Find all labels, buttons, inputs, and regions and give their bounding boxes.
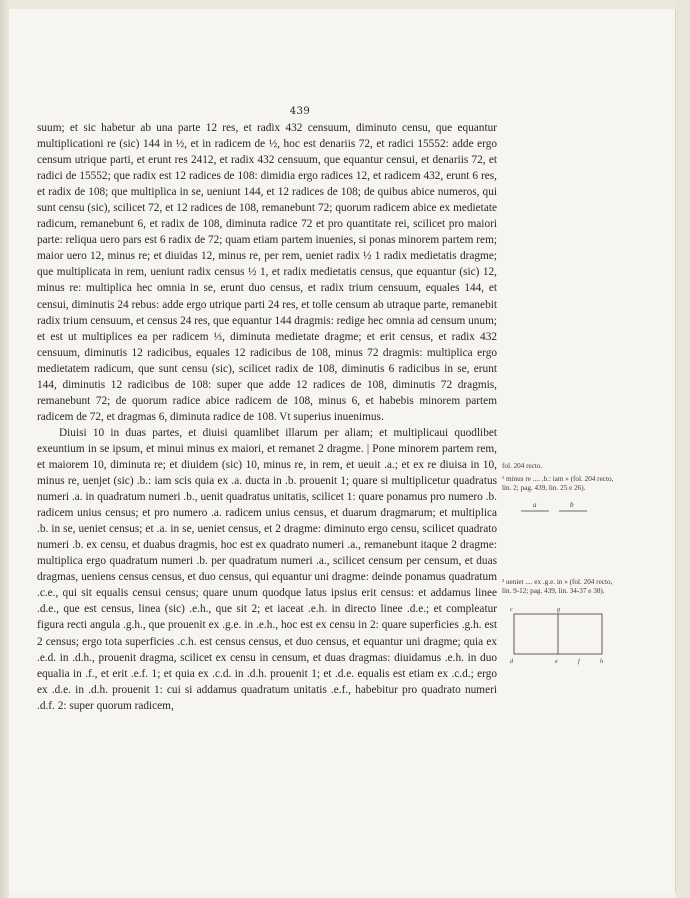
fig2-label-h: h	[600, 659, 603, 665]
figure-rectangle	[508, 604, 610, 666]
fig2-label-d: d	[510, 659, 513, 665]
fig1-label-b: b	[570, 501, 574, 509]
fig2-label-f: f	[578, 659, 580, 665]
main-text	[37, 120, 497, 714]
paragraph-1: suum; et sic habetur ab una parte 12 res, et radix 432 censuum, diminuto censu, que equantur multiplicationi re (sic) 144 in ½, et in radicem de ½, hoc est denariis 72, et radici 15552: adde ergo censum utrique parti, et erunt res 2412, et radix 432 censuum, que equantur censui, et denariis 72, et radici de 15552; que radix est 12 radices de 108: dimidia ergo radices 12, et radicem 432, erunt 6 res, et radix de 108; que multiplica in se, ueniunt 144, et 12 radices de 108; de quibus abice numeros, qui sunt censu (sic), scilicet 72, et 12 radices de 108, remanebunt 72; quorum radicem abice ex medietate radicum, remanebunt 6, et radix de 108, diminuta radice 72 et pro quantitate rei, scilicet pro maiori parte: reliqua uero pars est 6 radix de 72; quam etiam partem inuenies, si ponas minorem partem rem; maior uero 12, minus re; et diuidas 12, minus re, per rem, ueniet radix ½ 1 radix medietatis dragme; que multiplicata in rem, ueniunt radix census ½ 1, et radix medietatis census, que equantur (sic) 12, minus re: multiplica hec omnia in se, erunt duo census, et radix trium censuum, equales 144, et censui, diminutis 24 rebus: adde ergo utrique parti 24 res, et tolle censum ab utraque parte, remanebit radix trium censuum, et census 24 res, que equantur 144 dragmis: redige hec omnia ad censum unum; et est ut multiplices ea per radicem ⅓, diminuta medietate dragme; et erit census, et radix 432 censuum, diminutis 12 radicibus, equales 12 radicibus de 108, minus 72 dragmis: multiplica ergo medietatem radicum, que sunt censu (sic), scilicet radix de 108, diminutis 6 radicibus in se, erunt 144, diminutis 12 radicibus de 108: super que adde 12 radices de 108, diminutis 72 dragmis, remanebunt 72; de quorum radice abice radicem de 108, minus 6, et habebis minorem partem radicem de 72, et dragmas 6, diminuta radice de 108. Vt superius inuenimus.	[37, 122, 497, 423]
fig1-label-a: a	[533, 501, 537, 509]
margin-note-2: ² ueniet .... ex .g.e. in » (fol. 204 recto, lin. 9-12; pag. 439, lin. 34-37 e 38).	[502, 578, 613, 595]
margin-folio-ref: fol. 204 recto.	[502, 462, 543, 470]
fig2-label-g: g	[557, 607, 560, 613]
right-edge	[676, 0, 690, 898]
page-number: 439	[289, 106, 311, 117]
fig2-label-c: c	[510, 607, 513, 613]
figure-line-ab	[507, 500, 607, 516]
fig2-label-e: e	[555, 659, 558, 665]
margin-note-1: ¹ minus re .... .b.: iam » (fol. 204 recto, lin. 2; pag. 439, lin. 25 e 26).	[502, 475, 614, 492]
binding-edge	[0, 0, 9, 898]
top-band	[9, 0, 676, 9]
paragraph-2: Diuisi 10 in duas partes, et diuisi quamlibet illarum per aliam; et multiplicaui quodlibet exeuntium in se ipsum, et minui minus ex maiori, et remanet 2 dragme. | Pone minorem partem rem, et maiorem 10, diminuta re; et diuidem (sic) 10, minus re, in rem, et ueuit .a.; et ex re diuisa in 10, minus re, uenjet (sic) .b.: iam scis quia ex .a. ducta in .b. prouenit 1; quare si multiplicetur quadratus numeri .a. in quadratum numeri .b., uenit quadratus unitatis, scilicet 1: quare ponamus pro numero .b. radicem unius census; et pro numero .a. radicem unius census, et duarum dragmarum; et multiplica .b. in se, ueniet census; et .a. in se, ueniet census, et 2 dragme: diminuto ergo censu, scilicet quadrato numeri .b. ex censu, et duabus dragmis, hoc est ex quadrato numeri .a., remanebunt itaque 2 dragme: multiplica ergo quadratum numeri .b. per quadratum numeri .a., scilicet censum per censum, et duas dragmas, ueniens census census, et duo census, qui equantur uni dragme: deinde ponamus quadratum .c.e., qui sit equalis censui census; quare unum quodque latus ipsius erit census: et addamus linee .d.e., que est census, linea (sic) .e.h., que sit 2; et iaceat .e.h. in directo linee .d.e.; et compleatur figura recti angula .g.h., que prouenit ex .g.e. in .e.h., hoc est ex censu in 2: quare superficies .g.h. est 2 census; ergo tota superficies .c.h. est census census, et duo census, et equantur uni dragme; quia ex .e.d. in .d.h., prouenit dragma, scilicet ex censu in censum, et duas dragmas: diuidamus .e.h. in duo equalia in .f., et erit .e.f. 1; et quia ex .c.d. in .d.h. prouenit 1; et .d.e. equalis est etiam ex .c.d.; ergo ex .d.e. in .d.h. prouenit 1: cui si addamus quadratum unitatis .e.f., habebitur pro quadrato numeri .d.f. 2: super quorum radicem,	[37, 426, 497, 712]
